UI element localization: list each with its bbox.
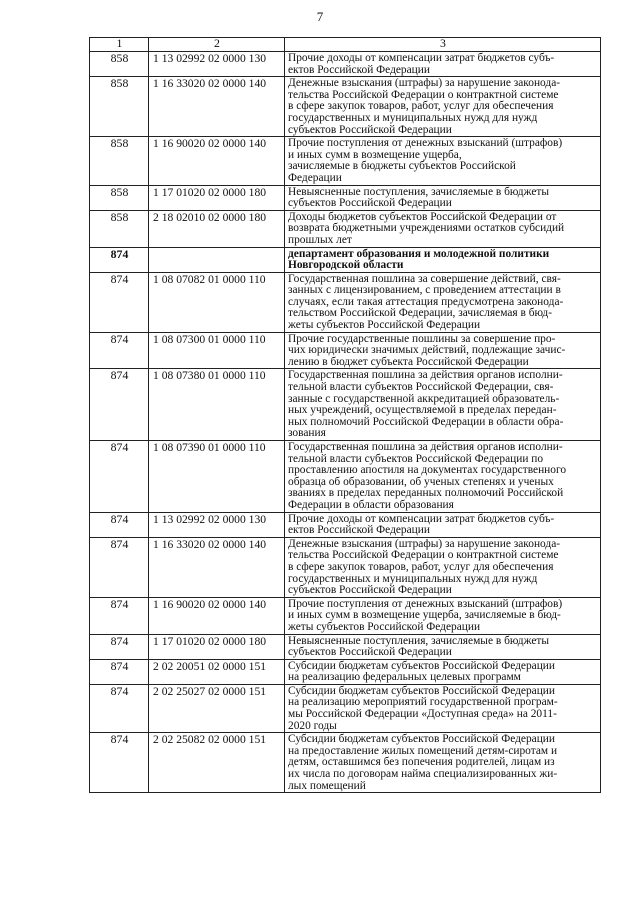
description-line: Прочие доходы от компенсации затрат бюджетов субъ-	[288, 512, 555, 525]
description-line: жеты субъектов Российской Федерации	[288, 620, 481, 633]
budget-code-cell: 1 13 02992 02 0000 130	[149, 52, 285, 77]
description-line: на реализацию мероприятий государственной програм-	[288, 696, 558, 709]
description-cell	[285, 634, 601, 659]
table-header-row	[90, 38, 601, 52]
description-line: Новгородской области	[288, 259, 404, 272]
description-line: зования	[288, 427, 326, 440]
description-cell	[285, 369, 601, 441]
page-number: 7	[316, 9, 324, 24]
description-line: Государственная пошлина за действия органов исполни-	[288, 369, 563, 382]
admin-code-cell: 874	[90, 597, 149, 634]
description-line: 2020 годы	[288, 719, 337, 732]
description-line: Прочие доходы от компенсации затрат бюджетов субъ-	[288, 52, 555, 64]
admin-code-cell: 874	[90, 512, 149, 537]
description-line: ектов Российской Федерации	[288, 524, 430, 537]
description-cell	[285, 684, 601, 732]
description-line: субъектов Российской Федерации	[288, 584, 452, 597]
description-cell	[285, 210, 601, 247]
admin-code-cell: 874	[90, 634, 149, 659]
description-cell	[285, 185, 601, 210]
description-line: зачисляемые в бюджеты субъектов Российской	[288, 160, 516, 173]
description-line: субъектов Российской Федерации	[288, 123, 452, 136]
budget-code-cell: 1 17 01020 02 0000 180	[149, 634, 285, 659]
description-line: прошлых лет	[288, 233, 352, 246]
admin-code-cell: 858	[90, 137, 149, 185]
description-line: в сфере закупок товаров, работ, услуг для обеспечения	[288, 560, 554, 573]
description-line: образца об образовании, об ученых степенях и ученых	[288, 475, 554, 488]
budget-code-cell: 1 08 07380 01 0000 110	[149, 369, 285, 441]
description-line: лению в бюджет субъекта Российской Федерации	[288, 355, 529, 368]
admin-code-cell: 874	[90, 369, 149, 441]
admin-code-cell: 874	[90, 659, 149, 684]
admin-code-cell: 858	[90, 77, 149, 137]
table-row	[90, 77, 601, 137]
budget-code-cell: 1 08 07390 01 0000 110	[149, 441, 285, 513]
description-line: ектов Российской Федерации	[288, 63, 430, 76]
table-row	[90, 659, 601, 684]
table-row	[90, 185, 601, 210]
description-line: лых помещений	[288, 779, 366, 792]
description-line: Прочие поступления от денежных взысканий (штрафов)	[288, 137, 563, 150]
budget-code-cell: 2 18 02010 02 0000 180	[149, 210, 285, 247]
description-cell	[285, 272, 601, 332]
budget-code-cell: 2 02 25082 02 0000 151	[149, 733, 285, 793]
description-line: государственных и муниципальных нужд для нужд	[288, 111, 538, 124]
description-line: департамент образования и молодежной политики	[288, 247, 550, 260]
description-line: и иных сумм в возмещение ущерба, зачисляемые в бюд-	[288, 609, 561, 622]
description-line: тельной власти субъектов Российской Федерации, свя-	[288, 381, 554, 394]
description-line: субъектов Российской Федерации	[288, 646, 452, 659]
description-line: их числа по договорам найма специализированных жи-	[288, 768, 558, 781]
admin-code-cell: 874	[90, 733, 149, 793]
admin-code-cell: 874	[90, 441, 149, 513]
table-row	[90, 441, 601, 513]
admin-code-cell: 874	[90, 537, 149, 597]
table-row	[90, 634, 601, 659]
description-cell	[285, 441, 601, 513]
budget-code-cell	[149, 247, 285, 272]
description-line: занные с государственной аккредитацией образователь-	[288, 392, 560, 405]
description-line: Субсидии бюджетам субъектов Российской Федерации	[288, 659, 555, 672]
description-line: Денежные взыскания (штрафы) за нарушение законода-	[288, 537, 561, 550]
description-line: занных с лицензированием, с проведением аттестации в	[288, 284, 561, 297]
description-line: жеты субъектов Российской Федерации	[288, 319, 481, 332]
table-row	[90, 137, 601, 185]
description-line: детям, оставшимся без попечения родителей, лицам из	[288, 756, 555, 769]
admin-code-cell: 858	[90, 210, 149, 247]
description-line: субъектов Российской Федерации	[288, 197, 452, 210]
table-row	[90, 537, 601, 597]
table-row	[90, 369, 601, 441]
table-row	[90, 597, 601, 634]
budget-code-cell: 2 02 20051 02 0000 151	[149, 659, 285, 684]
budget-code-cell: 1 16 90020 02 0000 140	[149, 597, 285, 634]
table-row	[90, 332, 601, 369]
revenue-codes-table	[89, 37, 601, 793]
admin-code-cell: 874	[90, 247, 149, 272]
budget-code-cell: 1 17 01020 02 0000 180	[149, 185, 285, 210]
description-cell	[285, 537, 601, 597]
description-line: Субсидии бюджетам субъектов Российской Федерации	[288, 733, 555, 746]
description-line: на реализацию федеральных целевых программ	[288, 671, 521, 684]
description-line: Прочие поступления от денежных взысканий (штрафов)	[288, 597, 563, 610]
description-line: Государственная пошлина за действия органов исполни-	[288, 441, 563, 453]
description-line: тельством Российской Федерации, зачисляемая в бюд-	[288, 307, 553, 320]
admin-code-cell: 858	[90, 185, 149, 210]
table-row	[90, 210, 601, 247]
description-line: случаях, если такая аттестация предусмотрена законода-	[288, 295, 564, 308]
description-cell	[285, 597, 601, 634]
description-cell	[285, 512, 601, 537]
description-line: тельной власти субъектов Российской Федерации по	[288, 452, 544, 465]
description-line: Федерации в области образования	[288, 498, 454, 511]
description-line: ных учреждений, осуществляемой в пределах передан-	[288, 404, 557, 417]
description-line: Невыясненные поступления, зачисляемые в бюджеты	[288, 185, 549, 198]
description-line: Доходы бюджетов субъектов Российской Федерации от	[288, 210, 557, 223]
description-line: Субсидии бюджетам субъектов Российской Федерации	[288, 684, 555, 697]
description-cell	[285, 733, 601, 793]
admin-code-cell: 874	[90, 272, 149, 332]
description-cell	[285, 332, 601, 369]
table-section-row	[90, 247, 601, 272]
description-line: в сфере закупок товаров, работ, услуг для обеспечения	[288, 100, 554, 113]
budget-code-cell: 1 08 07082 01 0000 110	[149, 272, 285, 332]
budget-code-cell: 1 16 90020 02 0000 140	[149, 137, 285, 185]
table-row	[90, 684, 601, 732]
description-line: Невыясненные поступления, зачисляемые в бюджеты	[288, 634, 549, 647]
description-line: тельства Российской Федерации о контрактной системе	[288, 88, 559, 101]
budget-code-cell: 1 16 33020 02 0000 140	[149, 77, 285, 137]
description-line: проставлению апостиля на документах государственного	[288, 464, 567, 477]
description-cell	[285, 77, 601, 137]
column-header-3: 3	[285, 38, 601, 52]
admin-code-cell: 858	[90, 52, 149, 77]
budget-code-cell: 1 13 02992 02 0000 130	[149, 512, 285, 537]
description-line: государственных и муниципальных нужд для нужд	[288, 572, 538, 585]
description-line: мы Российской Федерации «Доступная среда» на 2011-	[288, 708, 557, 721]
table-row	[90, 733, 601, 793]
budget-code-cell: 2 02 25027 02 0000 151	[149, 684, 285, 732]
description-cell	[285, 137, 601, 185]
description-line: тельства Российской Федерации о контрактной системе	[288, 549, 559, 562]
column-header-2: 2	[149, 38, 285, 52]
description-line: ных полномочий Российской Федерации в области обра-	[288, 415, 564, 428]
description-line: Денежные взыскания (штрафы) за нарушение законода-	[288, 77, 561, 90]
admin-code-cell: 874	[90, 684, 149, 732]
table-row	[90, 52, 601, 77]
description-cell	[285, 52, 601, 77]
description-line: Государственная пошлина за совершение действий, свя-	[288, 272, 561, 285]
description-line: на предоставление жилых помещений детям-сиротам и	[288, 744, 558, 757]
description-line: возврата бюджетными учреждениями остатков субсидий	[288, 222, 565, 235]
table-row	[90, 272, 601, 332]
description-line: и иных сумм в возмещение ущерба,	[288, 148, 462, 161]
description-line: Федерации	[288, 171, 342, 184]
description-line: чих юридически значимых действий, подлежащие зачис-	[288, 344, 566, 357]
admin-code-cell: 874	[90, 332, 149, 369]
budget-code-cell: 1 08 07300 01 0000 110	[149, 332, 285, 369]
description-cell	[285, 247, 601, 272]
description-line: званиях в пределах переданных полномочий Российской	[288, 487, 564, 500]
table-row	[90, 512, 601, 537]
column-header-1: 1	[90, 38, 149, 52]
description-cell	[285, 659, 601, 684]
budget-code-cell: 1 16 33020 02 0000 140	[149, 537, 285, 597]
description-line: Прочие государственные пошлины за совершение про-	[288, 332, 556, 345]
